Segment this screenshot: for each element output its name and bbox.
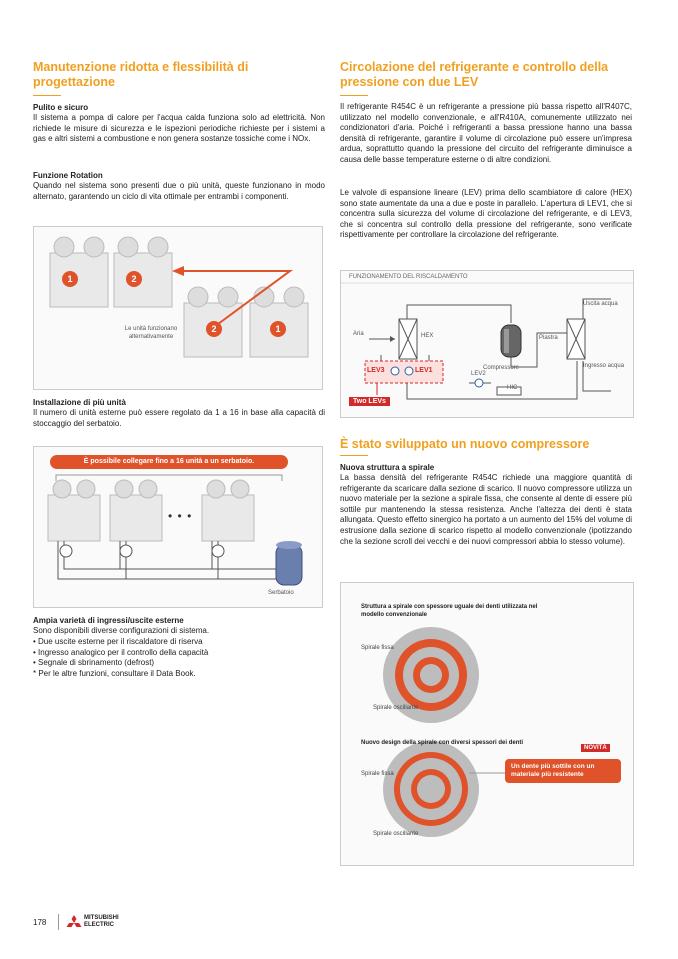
water-in-label: Ingresso acqua xyxy=(583,363,625,369)
orbiting-scroll-label-2: Spirale oscillante xyxy=(373,831,419,837)
multi-body: Il numero di unità esterne può essere regolato da 1 a 16 in base alla capacità di stoccaggio del serbatoio. xyxy=(33,408,325,428)
list-item: • Ingresso analogico per il controllo della capacità xyxy=(33,647,209,657)
mitsubishi-logo-icon xyxy=(66,914,82,930)
lev-para-1: Il refrigerante R454C è un refrigerante a pressione più bassa rispetto all'R407C, utilizzato nel modello convenzionale, e all'R410A, comunemente utilizzato nei condizionatori d'aria. Poiché i refrigeranti a bassa pressione hanno una bassa densità di refrigerante, garantire il volume di circolazione può essere un'impresa ardua, soprattutto quando la pressione del circuito del refrigerante diminuisce a causa delle basse temperature esterne o di altre condizioni. xyxy=(340,102,632,164)
pump-icon xyxy=(212,545,224,557)
list-item: • Due uscite esterne per il riscaldatore di riserva xyxy=(33,637,203,646)
safe-body: Il sistema a pompa di calore per l'acqua calda funziona solo ad elettricità. Non richiede le misure di sicurezza e le ispezioni periodiche richieste per i sistemi a gas e altri sistemi a combustione e non genera sostanze tossiche come i NOx. xyxy=(33,113,325,144)
novita-badge: NOVITÀ xyxy=(581,744,610,752)
circuit-diagram xyxy=(341,271,633,417)
lev-para-2: Le valvole di espansione lineare (LEV) prima dello scambiatore di calore (HEX) sono state aumentate da una a due e poste in parallelo. L'apertura di LEV1, che si concentra sulla sicurezza del volume di circolazione del refrigerante, e di LEV3, che si concentra sul controllo della pressione del refrigerante, sono verificate rispettivamente per controllare la circolazione del refrigerante. xyxy=(340,188,632,240)
tank-label: Serbatoio xyxy=(268,590,294,596)
outdoor-unit xyxy=(202,480,254,541)
pump-icon xyxy=(120,545,132,557)
compressor-title-rule xyxy=(340,455,368,456)
fixed-scroll-label: Spirale fissa xyxy=(361,645,394,651)
more-units-dots: • • • xyxy=(168,509,193,523)
brand-name xyxy=(84,915,119,929)
outdoor-unit xyxy=(50,237,108,307)
pump-icon xyxy=(60,545,72,557)
io-intro: Sono disponibili diverse configurazioni di sistema. xyxy=(33,626,210,635)
two-levs-tag: Two LEVs xyxy=(349,397,390,406)
left-section-title: Manutenzione ridotta e flessibilità di progettazione xyxy=(33,60,249,89)
rotation-caption: Le unità funzionano alternativamente xyxy=(124,326,178,340)
valve-icon xyxy=(391,367,399,375)
list-item: • Segnale di sbrinamento (defrost) xyxy=(33,658,155,668)
brand-line-1: MITSUBISHI xyxy=(84,915,119,921)
circuit-header: FUNZIONAMENTO DEL RISCALDAMENTO xyxy=(349,274,468,280)
unit-badge: 1 xyxy=(62,271,78,287)
lev3-label: LEV3 xyxy=(367,367,385,374)
compressor-icon xyxy=(501,325,521,357)
unit-badge: 2 xyxy=(126,271,142,287)
piping xyxy=(58,541,294,579)
unit-badge: 2 xyxy=(206,321,222,337)
orbiting-scroll-label: Spirale oscillante xyxy=(373,705,419,711)
banner-bracket xyxy=(56,475,282,481)
multi-diagram xyxy=(34,447,322,607)
safe-title: Pulito e sicuro xyxy=(33,103,89,112)
fixed-scroll-label-2: Spirale fissa xyxy=(361,771,394,777)
rotation-body: Quando nel sistema sono presenti due o più unità, queste funzionano in modo alternato, garantendo un ciclo di vita ottimale per entrambi i componenti. xyxy=(33,181,325,201)
list-item: * Per le altre funzioni, consultare il Data Book. xyxy=(33,668,196,678)
compressor-label: Compressore xyxy=(483,365,520,371)
lev1-label: LEV1 xyxy=(415,367,433,374)
rotation-title: Funzione Rotation xyxy=(33,171,103,180)
outdoor-unit xyxy=(48,480,100,541)
arrow-head xyxy=(172,266,184,276)
plate-heat-exchanger xyxy=(567,319,585,359)
page-number: 178 xyxy=(33,918,47,927)
outdoor-unit xyxy=(114,237,172,307)
outdoor-unit xyxy=(110,480,162,541)
left-title-rule xyxy=(33,95,61,96)
multi-banner: È possibile collegare fino a 16 unità a un serbatoio. xyxy=(50,455,288,469)
rotation-figure xyxy=(33,226,323,390)
spiral-title: Nuova struttura a spirale xyxy=(340,463,435,472)
valve-icon xyxy=(405,367,413,375)
brand-line-2: ELECTRIC xyxy=(84,922,114,928)
hic-label: HIC xyxy=(507,385,518,391)
io-list xyxy=(33,637,325,679)
new-scroll-title: Nuovo design della spirale con diversi spessori dei denti xyxy=(361,740,524,746)
footer-divider xyxy=(58,914,59,930)
unit-badge: 1 xyxy=(270,321,286,337)
rotation-diagram xyxy=(34,227,322,389)
callout-box: Un dente più sottile con un materiale più resistente xyxy=(505,759,621,783)
tank-icon xyxy=(276,541,302,585)
water-out-label: Uscita acqua xyxy=(583,301,618,307)
new-scroll-icon xyxy=(383,741,479,837)
plate-label: Piastra xyxy=(539,335,558,341)
circuit-figure xyxy=(340,270,634,418)
aria-label: Aria xyxy=(353,331,364,337)
right-title-rule xyxy=(340,95,368,96)
right-section-title: Circolazione del refrigerante e controllo della pressione con due LEV xyxy=(340,60,609,89)
multi-title: Installazione di più unità xyxy=(33,398,126,407)
multi-figure xyxy=(33,446,323,608)
old-scroll-title: Struttura a spirale con spessore uguale dei denti utilizzata nel modello convenzionale xyxy=(361,604,538,618)
io-title: Ampia varietà di ingressi/uscite esterne xyxy=(33,616,184,625)
hex-label: HEX xyxy=(421,333,434,339)
lev2-label: LEV2 xyxy=(471,371,486,377)
scroll-diagram xyxy=(341,583,633,865)
compressor-section-title: È stato sviluppato un nuovo compressore xyxy=(340,437,590,451)
spiral-body: La bassa densità del refrigerante R454C richiede una maggiore quantità di refrigerante da scaricare dalla sezione di scarico. Il nuovo compressore utilizza un nuovo materiale per la sezione a spirale fissa, che consente al dente di essere più sottile pur mantenendo la stessa resistenza. Anche l'altezza dei denti è stata allungata. Questo effetto sinergico ha portato a un aumento del 15% del volume di estrusione dalla sezione di scarico rispetto al modello convenzionale (ipotizzando che la sezione scroll dei vecchi e dei nuovi compressori abbia lo stesso volume). xyxy=(340,473,632,546)
hex-coil xyxy=(399,319,417,359)
scroll-figure xyxy=(340,582,634,866)
valve-icon xyxy=(475,379,483,387)
